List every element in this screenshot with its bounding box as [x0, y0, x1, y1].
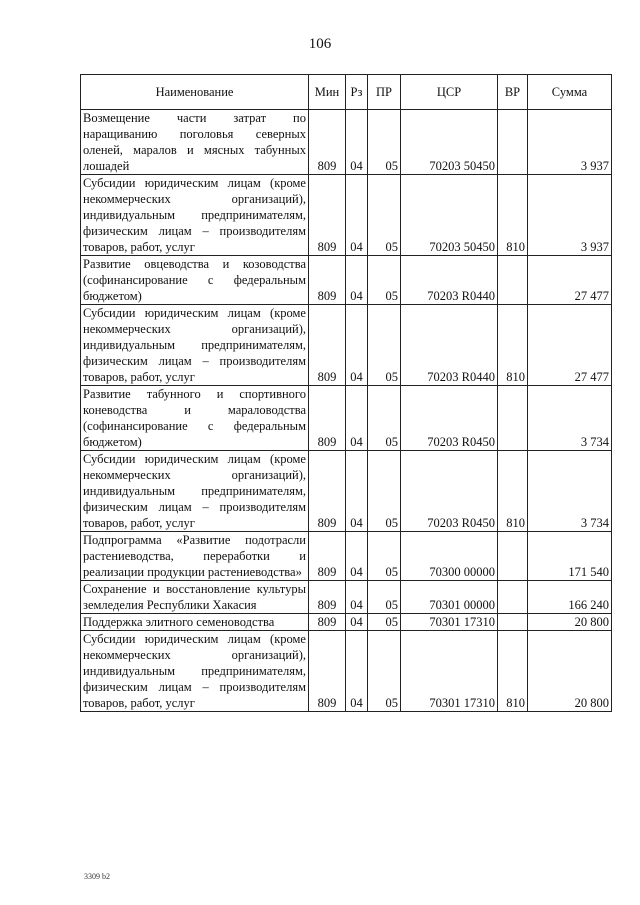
cell-pr: 05: [368, 256, 401, 305]
footer-code: 3309 b2: [84, 872, 110, 881]
table-row: [81, 386, 612, 451]
cell-rz: 04: [346, 631, 368, 712]
budget-table: [80, 74, 612, 712]
cell-csr: 70203 R0450: [401, 386, 498, 451]
cell-sum: 3 937: [528, 175, 612, 256]
cell-pr: 05: [368, 451, 401, 532]
cell-pr: 05: [368, 175, 401, 256]
cell-vr: [498, 386, 528, 451]
cell-min: 809: [309, 631, 346, 712]
cell-vr: [498, 256, 528, 305]
cell-csr: 70203 50450: [401, 175, 498, 256]
cell-vr: 810: [498, 631, 528, 712]
cell-name: Субсидии юридическим лицам (кроме некоммерческих организаций), индивидуальным предпринимателям, физическим лицам – производителям товаров, работ, услуг: [81, 175, 309, 256]
header-name: Наименование: [81, 75, 309, 110]
cell-name: Субсидии юридическим лицам (кроме некоммерческих организаций), индивидуальным предпринимателям, физическим лицам – производителям товаров, работ, услуг: [81, 305, 309, 386]
cell-rz: 04: [346, 451, 368, 532]
cell-sum: 166 240: [528, 581, 612, 614]
cell-csr: 70203 R0440: [401, 256, 498, 305]
cell-vr: [498, 614, 528, 631]
cell-vr: [498, 532, 528, 581]
cell-csr: 70301 17310: [401, 614, 498, 631]
cell-sum: 3 734: [528, 451, 612, 532]
table-row: [81, 451, 612, 532]
cell-vr: [498, 110, 528, 175]
cell-pr: 05: [368, 110, 401, 175]
cell-name: Субсидии юридическим лицам (кроме некоммерческих организаций), индивидуальным предпринимателям, физическим лицам – производителям товаров, работ, услуг: [81, 451, 309, 532]
cell-min: 809: [309, 305, 346, 386]
cell-csr: 70203 50450: [401, 110, 498, 175]
cell-sum: 20 800: [528, 631, 612, 712]
cell-sum: 27 477: [528, 256, 612, 305]
header-rz: Рз: [346, 75, 368, 110]
cell-name: Поддержка элитного семеноводства: [81, 614, 309, 631]
table-header-row: [81, 75, 612, 110]
table-body: [81, 110, 612, 712]
cell-csr: 70301 17310: [401, 631, 498, 712]
page-number: 106: [308, 36, 332, 52]
cell-sum: 171 540: [528, 532, 612, 581]
cell-sum: 3 734: [528, 386, 612, 451]
cell-pr: 05: [368, 614, 401, 631]
table-row: [81, 581, 612, 614]
cell-vr: [498, 581, 528, 614]
cell-rz: 04: [346, 256, 368, 305]
table-row: [81, 175, 612, 256]
cell-csr: 70203 R0450: [401, 451, 498, 532]
table-row: [81, 631, 612, 712]
cell-csr: 70301 00000: [401, 581, 498, 614]
cell-vr: 810: [498, 451, 528, 532]
cell-vr: 810: [498, 305, 528, 386]
cell-min: 809: [309, 532, 346, 581]
cell-name: Развитие табунного и спортивного коневодства и мараловодства (софинансирование с федеральным бюджетом): [81, 386, 309, 451]
cell-sum: 3 937: [528, 110, 612, 175]
header-min: Мин: [309, 75, 346, 110]
cell-csr: 70203 R0440: [401, 305, 498, 386]
cell-name: Подпрограмма «Развитие подотрасли растениеводства, переработки и реализации продукции растениеводства»: [81, 532, 309, 581]
header-sum: Сумма: [528, 75, 612, 110]
cell-name: Возмещение части затрат по наращиванию поголовья северных оленей, маралов и мясных табунных лошадей: [81, 110, 309, 175]
cell-sum: 20 800: [528, 614, 612, 631]
cell-min: 809: [309, 175, 346, 256]
cell-rz: 04: [346, 614, 368, 631]
cell-name: Субсидии юридическим лицам (кроме некоммерческих организаций), индивидуальным предпринимателям, физическим лицам – производителям товаров, работ, услуг: [81, 631, 309, 712]
cell-min: 809: [309, 386, 346, 451]
cell-pr: 05: [368, 386, 401, 451]
cell-sum: 27 477: [528, 305, 612, 386]
table-row: [81, 110, 612, 175]
cell-min: 809: [309, 256, 346, 305]
cell-rz: 04: [346, 110, 368, 175]
cell-rz: 04: [346, 175, 368, 256]
cell-rz: 04: [346, 305, 368, 386]
header-vr: ВР: [498, 75, 528, 110]
cell-csr: 70300 00000: [401, 532, 498, 581]
cell-pr: 05: [368, 631, 401, 712]
cell-rz: 04: [346, 532, 368, 581]
cell-rz: 04: [346, 581, 368, 614]
header-pr: ПР: [368, 75, 401, 110]
cell-name: Развитие овцеводства и козоводства (софинансирование с федеральным бюджетом): [81, 256, 309, 305]
cell-min: 809: [309, 581, 346, 614]
cell-vr: 810: [498, 175, 528, 256]
cell-min: 809: [309, 614, 346, 631]
cell-min: 809: [309, 451, 346, 532]
header-csr: ЦСР: [401, 75, 498, 110]
cell-pr: 05: [368, 305, 401, 386]
table-row: [81, 614, 612, 631]
table-row: [81, 256, 612, 305]
cell-name: Сохранение и восстановление культуры земледелия Республики Хакасия: [81, 581, 309, 614]
table-row: [81, 305, 612, 386]
table-row: [81, 532, 612, 581]
cell-rz: 04: [346, 386, 368, 451]
cell-pr: 05: [368, 581, 401, 614]
cell-min: 809: [309, 110, 346, 175]
cell-pr: 05: [368, 532, 401, 581]
